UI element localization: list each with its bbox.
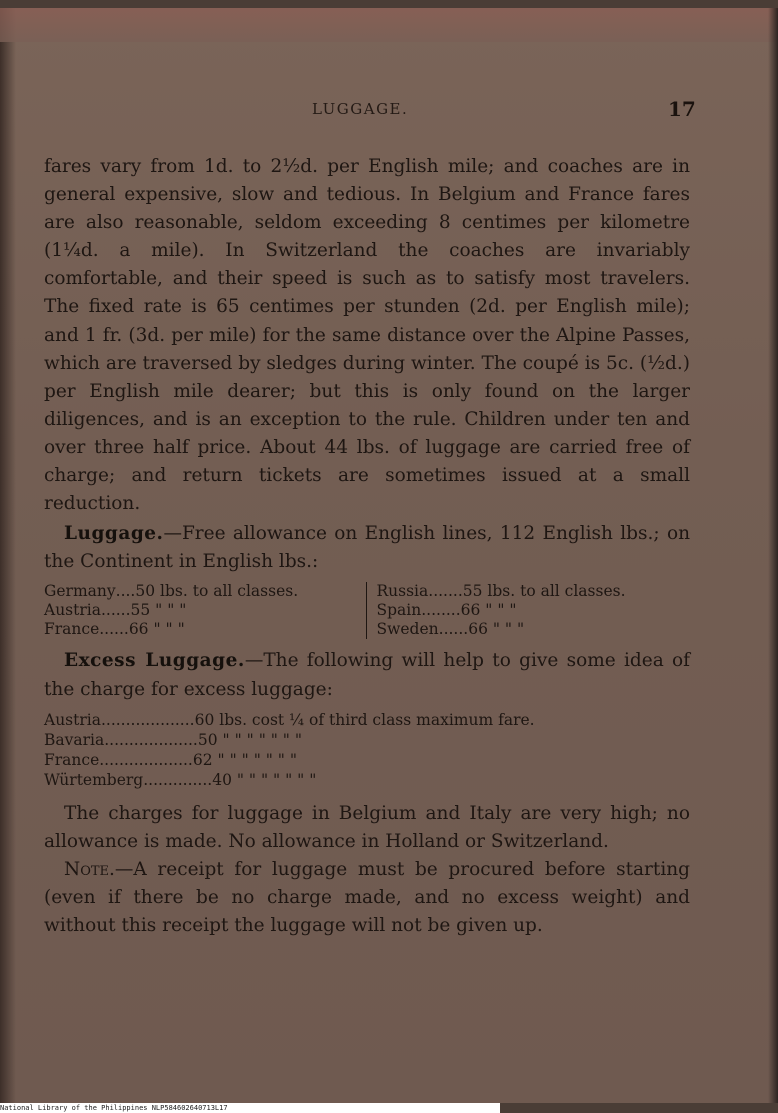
paragraph-excess [44, 647, 690, 703]
page-body [44, 153, 690, 940]
paragraph-luggage [44, 520, 690, 576]
table-row: Austria ................... 60 lbs. cost ¼ of third class maximum fare. [44, 710, 535, 729]
paragraph-charges: The charges for luggage in Belgium and Italy are very high; no allowance is made. No allowance in Holland or Switzerland. [44, 802, 690, 852]
excess-heading: Excess Luggage. [64, 650, 245, 672]
table-row: Würtemberg .............. 40 " " " " " " " [44, 770, 317, 789]
table-row: Germany .... 50 lbs. to all classes. [44, 582, 299, 601]
luggage-text: —Free allowance on English lines, 112 English lbs.; on the Continent in English lbs.: [44, 523, 690, 573]
table-row: Spain ........ 66 " " " [376, 601, 517, 620]
luggage-heading: Luggage. [64, 523, 164, 545]
allowance-column-right [367, 582, 691, 639]
page-top-edge [0, 8, 778, 42]
excess-table [44, 710, 690, 790]
table-row: France ................... 62 " " " " " " " [44, 750, 297, 769]
scan-watermark-strip: National Library of the Philippines NLP584602640713L17 [0, 1103, 500, 1113]
book-page [0, 8, 778, 1103]
paragraph-fares: fares vary from 1d. to 2½d. per English mile; and coaches are in general expensive, slow and tedious. In Belgium and France fares are also reasonable, seldom exceeding 8 centimes per kilometre (1¼d. a mile). In Switzerland the coaches are invariably comfortable, and their speed is such as to satisfy most travelers. The fixed rate is 65 centimes per stunden (2d. per English mile); and 1 fr. (3d. per mile) for the same distance over the Alpine Passes, which are traversed by sledges during winter. The coupé is 5c. (½d.) per English mile dearer; but this is only found on the larger diligences, and is an exception to the rule. Children under ten and over three half price. About 44 lbs. of luggage are carried free of charge; and return tickets are sometimes issued at a small reduction. [44, 156, 691, 515]
page-number: 17 [668, 97, 696, 121]
allowance-column-left [44, 582, 367, 639]
table-row: France ...... 66 " " " [44, 620, 185, 639]
table-row: Bavaria ................... 50 " " " " " " " [44, 730, 302, 749]
excess-text: —The following will help to give some idea of the charge for excess luggage: [44, 650, 691, 700]
paragraph-note [44, 856, 690, 940]
table-row: Russia ....... 55 lbs. to all classes. [376, 582, 626, 601]
running-head: LUGGAGE. [312, 100, 409, 118]
table-row: Sweden ...... 66 " " " [376, 620, 525, 639]
allowance-table [44, 582, 690, 639]
note-text: —A receipt for luggage must be procured before starting (even if there be no charge made, and no excess weight) and without this receipt the luggage will not be given up. [44, 858, 690, 936]
table-row: Austria ...... 55 " " " [44, 601, 187, 620]
note-label: Note. [64, 858, 115, 880]
